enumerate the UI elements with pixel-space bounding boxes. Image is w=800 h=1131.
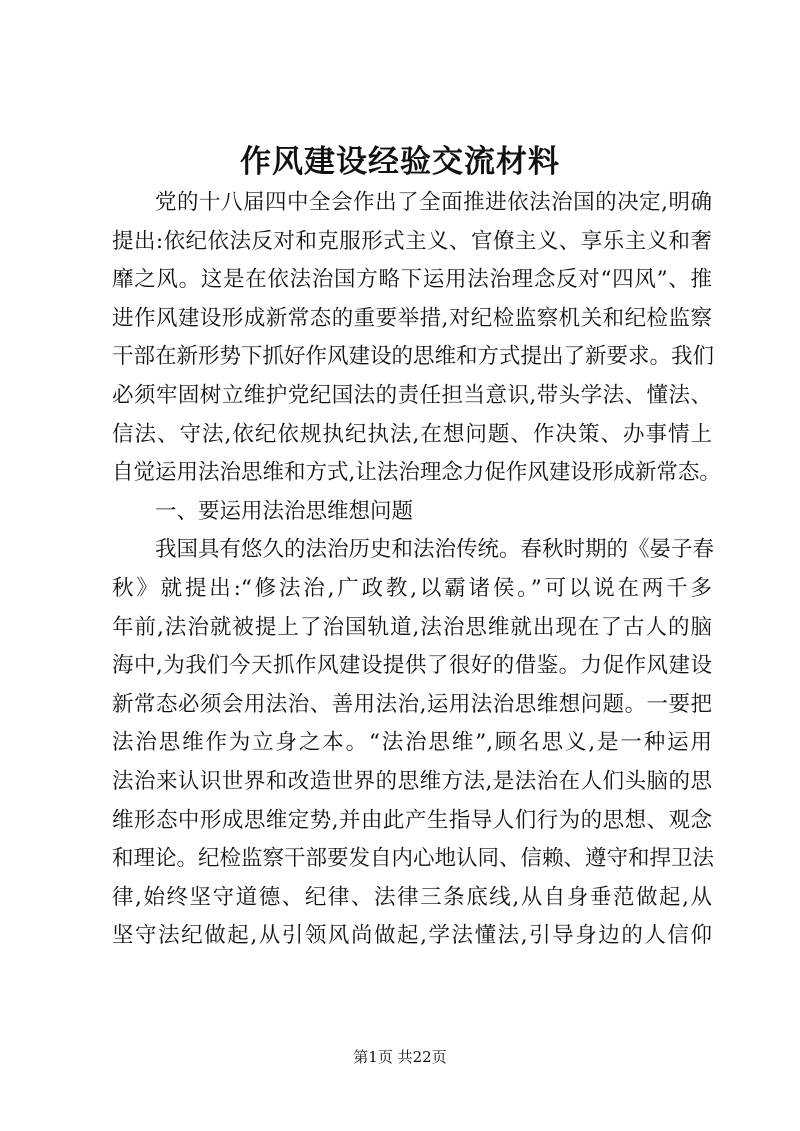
paragraph-line: 法治思维作为立身之本。“法治思维”,顾名思义,是一种运用 xyxy=(112,730,712,756)
paragraph-line: 提出:依纪依法反对和克服形式主义、官僚主义、享乐主义和奢 xyxy=(112,228,712,254)
paragraph-line: 我国具有悠久的法治历史和法治传统。春秋时期的《晏子春 xyxy=(155,537,715,563)
section-heading: 一、要运用法治思维想问题 xyxy=(155,498,414,524)
paragraph-line: 信法、守法,依纪依规执纪执法,在想问题、作决策、办事情上 xyxy=(112,421,712,447)
paragraph-line: 律,始终坚守道德、纪律、法律三条底线,从自身垂范做起,从 xyxy=(112,884,712,910)
paragraph-line: 维形态中形成思维定势,并由此产生指导人们行为的思想、观念 xyxy=(112,807,712,833)
paragraph-line: 必须牢固树立维护党纪国法的责任担当意识,带头学法、懂法、 xyxy=(112,382,712,408)
paragraph-line: 靡之风。这是在依法治国方略下运用法治理念反对“四风”、推 xyxy=(112,267,712,293)
paragraph-line: 干部在新形势下抓好作风建设的思维和方式提出了新要求。我们 xyxy=(112,344,715,370)
page-number-footer: 第1页 共22页 xyxy=(353,1048,447,1066)
paragraph-line: 和理论。纪检监察干部要发自内心地认同、信赖、遵守和捍卫法 xyxy=(112,846,715,872)
document-title: 作风建设经验交流材料 xyxy=(240,144,560,180)
paragraph-line: 自觉运用法治思维和方式,让法治理念力促作风建设形成新常态。 xyxy=(112,460,721,486)
paragraph-line: 新常态必须会用法治、善用法治,运用法治思维想问题。一要把 xyxy=(112,691,712,717)
paragraph-line: 进作风建设形成新常态的重要举措,对纪检监察机关和纪检监察 xyxy=(112,305,712,331)
paragraph-line: 年前,法治就被提上了治国轨道,法治思维就出现在了古人的脑 xyxy=(112,614,712,640)
paragraph-line: 坚守法纪做起,从引领风尚做起,学法懂法,引导身边的人信仰 xyxy=(112,923,712,949)
paragraph-line: 党的十八届四中全会作出了全面推进依法治国的决定,明确 xyxy=(155,190,712,215)
paragraph-line: 法治来认识世界和改造世界的思维方法,是法治在人们头脑的思 xyxy=(112,768,712,794)
paragraph-line: 秋》就提出:“修法治,广政教,以霸诸侯。”可以说在两千多 xyxy=(112,575,712,601)
paragraph-line: 海中,为我们今天抓作风建设提供了很好的借鉴。力促作风建设 xyxy=(112,653,712,679)
document-body xyxy=(112,184,721,956)
